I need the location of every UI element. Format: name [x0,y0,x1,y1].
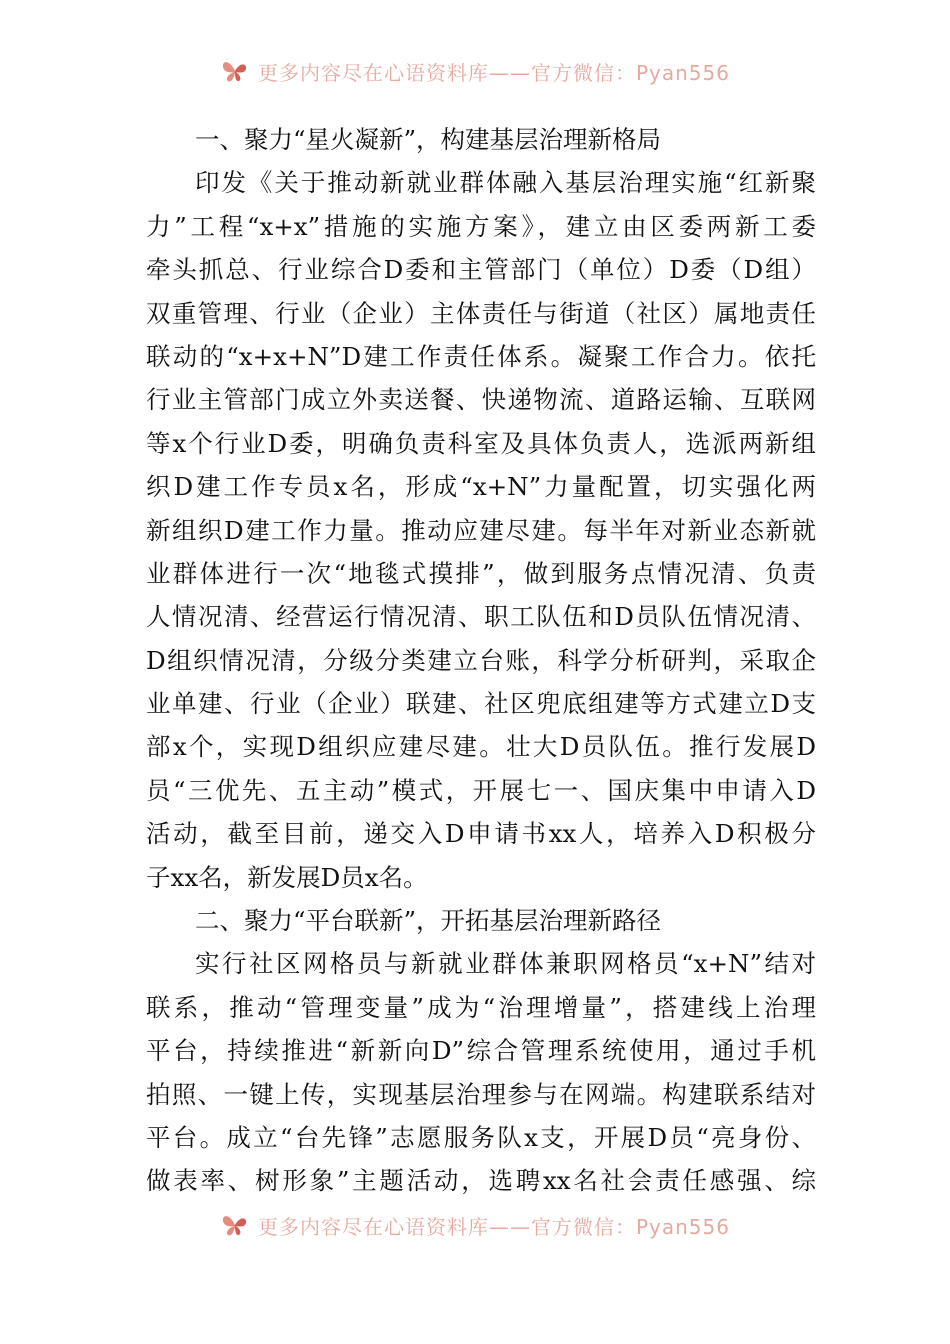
paragraph-line: 人情况清、经营运行情况清、职工队伍和D员队伍情况清、 [146,602,816,632]
paragraph-line: 联动的“x+x+N”D建工作责任体系。凝聚工作合力。依托 [146,341,816,371]
paragraph-line: 牵头抓总、行业综合D委和主管部门（单位）D委（D组） [146,255,816,285]
paragraph-line: 子xx名，新发展D员x名。 [146,862,428,892]
paragraph-line: 印发《关于推动新就业群体融入基层治理实施“红新聚 [195,168,816,198]
section-heading-1: 一、聚力“星火凝新”，构建基层治理新格局 [195,125,662,154]
watermark-bottom [0,1210,950,1240]
paragraph-line: 联系，推动“管理变量”成为“治理增量”，搭建线上治理 [146,992,816,1022]
paragraph-line: 等x个行业D委，明确负责科室及具体负责人，选派两新组 [146,428,816,458]
section-heading-2: 二、聚力“平台联新”，开拓基层治理新路径 [195,906,662,936]
watermark-text: 更多内容尽在心语资料库——官方微信：Pyan556 [257,1214,730,1239]
paragraph-line: 做表率、树形象”主题活动，选聘xx名社会责任感强、综 [146,1166,816,1196]
document-body [146,118,816,1203]
watermark-text: 更多内容尽在心语资料库——官方微信：Pyan556 [257,60,730,85]
paragraph-line: 新组织D建工作力量。推动应建尽建。每半年对新业态新就 [146,515,816,545]
paragraph-line: 双重管理、行业（企业）主体责任与街道（社区）属地责任 [146,298,816,328]
paragraph-line: 业群体进行一次“地毯式摸排”，做到服务点情况清、负责 [146,558,816,588]
paragraph-line: 平台。成立“台先锋”志愿服务队x支，开展D员“亮身份、 [146,1122,816,1152]
paragraph-line: 拍照、一键上传，实现基层治理参与在网端。构建联系结对 [146,1079,816,1109]
paragraph-line: 业单建、行业（企业）联建、社区兜底组建等方式建立D支 [146,689,816,719]
paragraph-line: 行业主管部门成立外卖送餐、快递物流、道路运输、互联网 [146,385,816,415]
paragraph-line: 织D建工作专员x名，形成“x+N”力量配置，切实强化两 [146,472,816,502]
paragraph-line: D组织情况清，分级分类建立台账，科学分析研判，采取企 [146,645,816,675]
paragraph-line: 活动，截至目前，递交入D申请书xx人，培养入D积极分 [146,819,816,849]
paragraph-line: 平台，持续推进“新新向D”综合管理系统使用，通过手机 [146,1036,816,1066]
paragraph-line: 部x个，实现D组织应建尽建。壮大D员队伍。推行发展D [146,732,816,762]
paragraph-line: 力”工程“x+x”措施的实施方案》，建立由区委两新工委 [146,211,816,241]
butterfly-logo-icon [220,58,250,84]
watermark-top [0,56,950,86]
paragraph-line: 实行社区网格员与新就业群体兼职网格员“x+N”结对 [195,949,816,979]
paragraph-line: 员“三优先、五主动”模式，开展七一、国庆集中申请入D [146,775,816,805]
butterfly-logo-icon [220,1212,250,1238]
